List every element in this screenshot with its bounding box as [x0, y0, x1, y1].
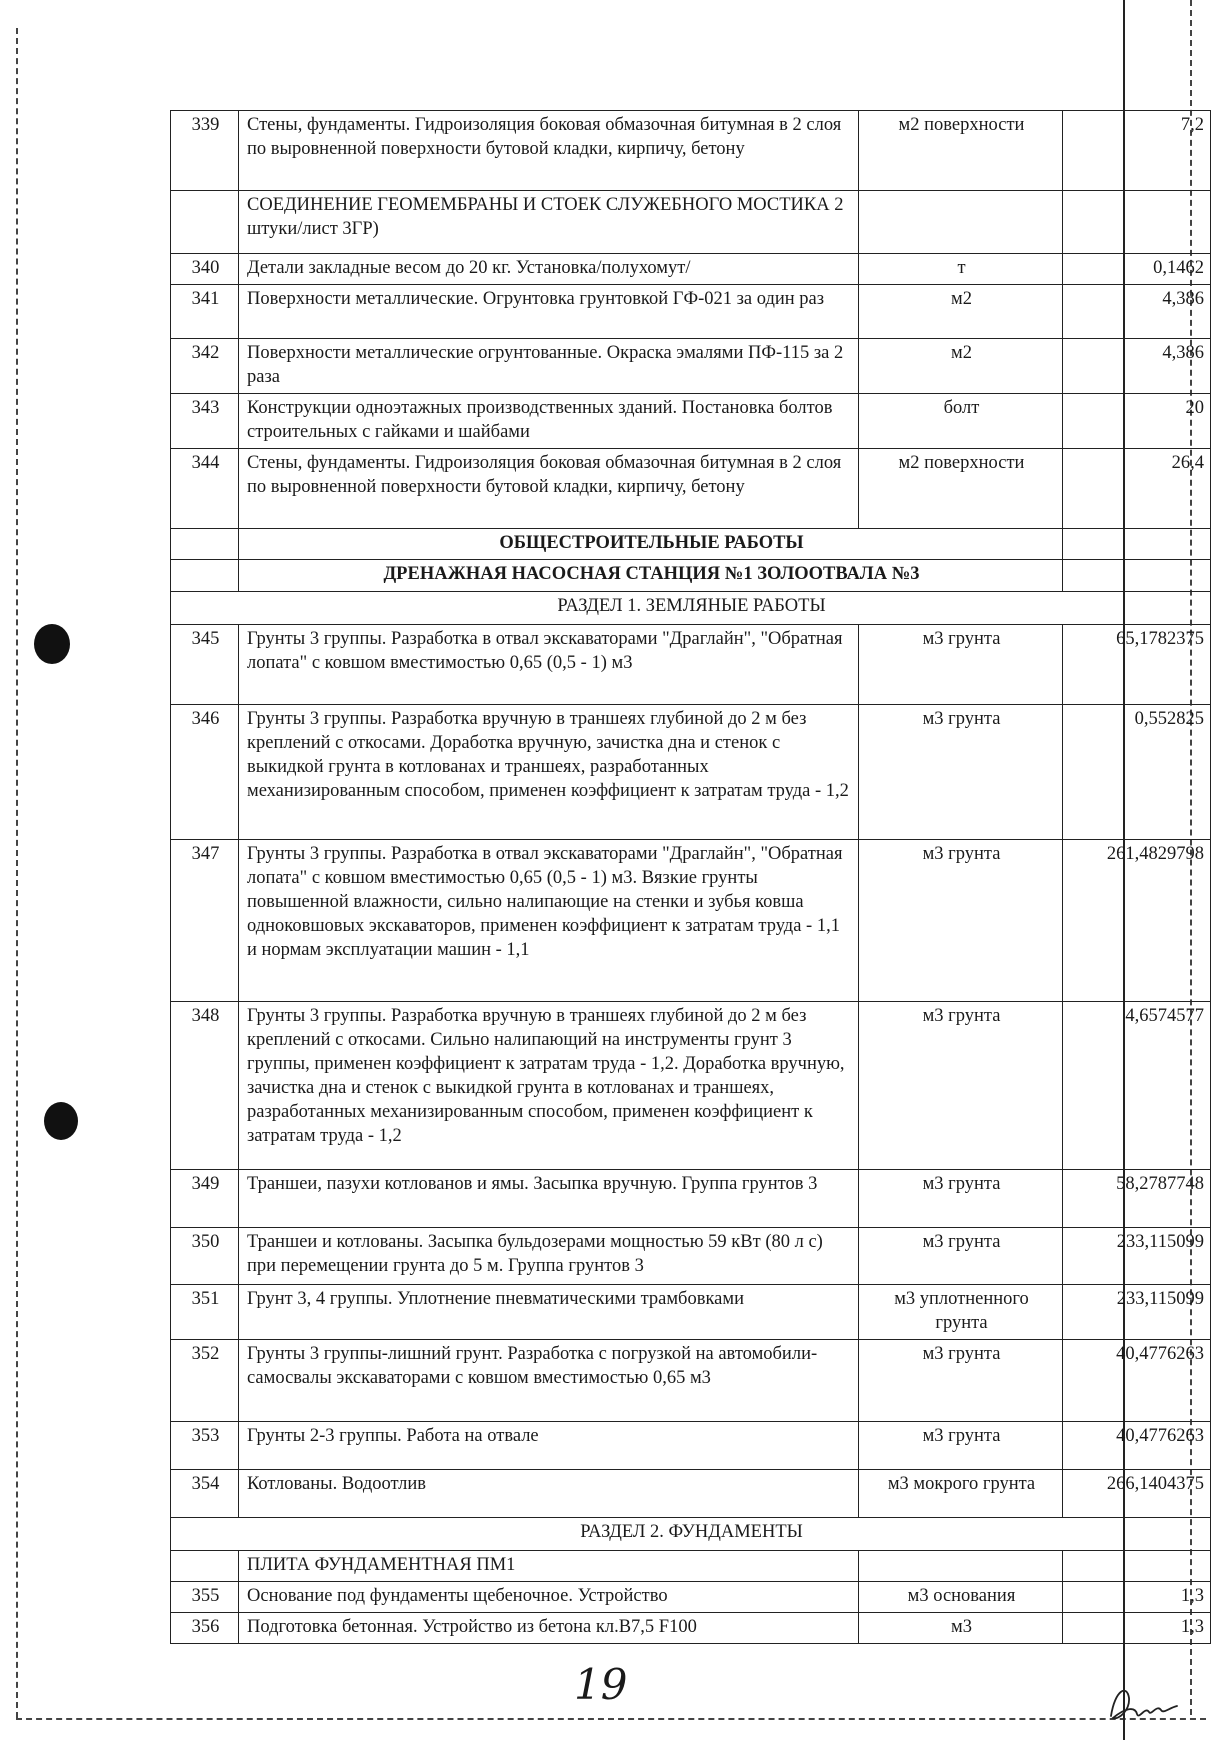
item-number: 355 — [171, 1582, 239, 1613]
item-unit: болт — [859, 394, 1063, 449]
table-row — [171, 705, 1211, 840]
table-row — [171, 625, 1211, 705]
item-quantity — [1063, 529, 1211, 560]
item-description: Траншеи и котлованы. Засыпка бульдозерами мощностью 59 кВт (80 л с) при перемещении грунта до 5 м. Группа грунтов 3 — [239, 1228, 859, 1285]
item-quantity: 261,4829798 — [1063, 840, 1211, 1002]
item-quantity: 65,1782375 — [1063, 625, 1211, 705]
item-number: 352 — [171, 1340, 239, 1422]
item-unit: м2 поверхности — [859, 111, 1063, 191]
table-row — [171, 449, 1211, 529]
item-unit — [859, 191, 1063, 254]
item-number: 353 — [171, 1422, 239, 1470]
table-row — [171, 339, 1211, 394]
item-number — [171, 1551, 239, 1582]
item-number: 350 — [171, 1228, 239, 1285]
item-number — [171, 529, 239, 560]
item-description: Грунты 3 группы. Разработка вручную в траншеях глубиной до 2 м без креплений с откосами. Сильно налипающий на инструменты грунт 3 группы, применен коэффициент к затратам труда - 1,2. Доработка вручную, зачистка дна и стенок с выкидкой грунта в котлованах и траншеях, разработанных механизированным способом, применен коэффициент к затратам труда - 1,2 — [239, 1002, 859, 1170]
item-description: Траншеи, пазухи котлованов и ямы. Засыпка вручную. Группа грунтов 3 — [239, 1170, 859, 1228]
table-row — [171, 1170, 1211, 1228]
item-unit: м2 — [859, 285, 1063, 339]
table-row — [171, 840, 1211, 1002]
item-description: Основание под фундаменты щебеночное. Устройство — [239, 1582, 859, 1613]
section-title: РАЗДЕЛ 2. ФУНДАМЕНТЫ — [171, 1518, 1211, 1551]
item-number: 351 — [171, 1285, 239, 1340]
item-quantity: 26,4 — [1063, 449, 1211, 529]
subsection-title: ПЛИТА ФУНДАМЕНТНАЯ ПМ1 — [239, 1551, 859, 1582]
item-quantity: 233,115099 — [1063, 1285, 1211, 1340]
item-number: 356 — [171, 1613, 239, 1644]
table-row — [171, 1613, 1211, 1644]
table-row — [171, 394, 1211, 449]
object-title: ДРЕНАЖНАЯ НАСОСНАЯ СТАНЦИЯ №1 ЗОЛООТВАЛА №3 — [239, 560, 1063, 592]
item-number: 354 — [171, 1470, 239, 1518]
subsection-title: СОЕДИНЕНИЕ ГЕОМЕМБРАНЫ И СТОЕК СЛУЖЕБНОГО МОСТИКА 2 штуки/лист 3ГР) — [239, 191, 859, 254]
item-description: Подготовка бетонная. Устройство из бетона кл.В7,5 F100 — [239, 1613, 859, 1644]
item-number: 339 — [171, 111, 239, 191]
item-unit — [859, 1551, 1063, 1582]
item-description: Котлованы. Водоотлив — [239, 1470, 859, 1518]
works-category-title: ОБЩЕСТРОИТЕЛЬНЫЕ РАБОТЫ — [239, 529, 1063, 560]
item-description: Грунты 2-3 группы. Работа на отвале — [239, 1422, 859, 1470]
item-description: Грунты 3 группы. Разработка вручную в траншеях глубиной до 2 м без креплений с откосами. Доработка вручную, зачистка дна и стенок с выкидкой грунта в котлованах и траншеях, разработанных механизированным способом, применен коэффициент к затратам труда - 1,2 — [239, 705, 859, 840]
item-quantity: 1,3 — [1063, 1613, 1211, 1644]
item-unit: м3 грунта — [859, 705, 1063, 840]
table-row — [171, 1340, 1211, 1422]
item-unit: м2 — [859, 339, 1063, 394]
item-number: 347 — [171, 840, 239, 1002]
item-unit: м3 уплотненного грунта — [859, 1285, 1063, 1340]
table-row — [171, 1002, 1211, 1170]
scan-frame-left — [16, 28, 18, 1718]
item-description: Конструкции одноэтажных производственных зданий. Постановка болтов строительных с гайками и шайбами — [239, 394, 859, 449]
table-row — [171, 254, 1211, 285]
item-number: 346 — [171, 705, 239, 840]
table-row — [171, 285, 1211, 339]
item-unit: м3 грунта — [859, 625, 1063, 705]
item-description: Стены, фундаменты. Гидроизоляция боковая обмазочная битумная в 2 слоя по выровненной поверхности бутовой кладки, кирпичу, бетону — [239, 449, 859, 529]
item-quantity: 266,1404375 — [1063, 1470, 1211, 1518]
item-number — [171, 191, 239, 254]
hole-punch-mark — [34, 624, 70, 664]
item-unit: м3 грунта — [859, 1170, 1063, 1228]
item-number: 345 — [171, 625, 239, 705]
item-quantity: 0,552825 — [1063, 705, 1211, 840]
item-unit: м2 поверхности — [859, 449, 1063, 529]
item-number: 348 — [171, 1002, 239, 1170]
item-number: 342 — [171, 339, 239, 394]
item-quantity — [1063, 191, 1211, 254]
item-number — [171, 560, 239, 592]
subsection-row — [171, 1551, 1211, 1582]
item-unit: м3 — [859, 1613, 1063, 1644]
item-unit: м3 грунта — [859, 1002, 1063, 1170]
item-description: Поверхности металлические. Огрунтовка грунтовкой ГФ-021 за один раз — [239, 285, 859, 339]
item-number: 340 — [171, 254, 239, 285]
item-quantity: 233,115099 — [1063, 1228, 1211, 1285]
table-row — [171, 1285, 1211, 1340]
table-row — [171, 111, 1211, 191]
item-quantity — [1063, 1551, 1211, 1582]
heading-row — [171, 529, 1211, 560]
item-description: Детали закладные весом до 20 кг. Установка/полухомут/ — [239, 254, 859, 285]
item-number: 344 — [171, 449, 239, 529]
section-row — [171, 1518, 1211, 1551]
item-quantity: 4,6574577 — [1063, 1002, 1211, 1170]
table-row — [171, 1228, 1211, 1285]
item-description: Стены, фундаменты. Гидроизоляция боковая обмазочная битумная в 2 слоя по выровненной поверхности бутовой кладки, кирпичу, бетону — [239, 111, 859, 191]
item-unit: м3 грунта — [859, 1422, 1063, 1470]
item-unit: т — [859, 254, 1063, 285]
item-number: 341 — [171, 285, 239, 339]
subsection-row — [171, 191, 1211, 254]
page-number: 19 — [574, 1660, 628, 1709]
item-description: Грунт 3, 4 группы. Уплотнение пневматическими трамбовками — [239, 1285, 859, 1340]
item-quantity: 7,2 — [1063, 111, 1211, 191]
item-number: 343 — [171, 394, 239, 449]
section-row — [171, 592, 1211, 625]
item-unit: м3 мокрого грунта — [859, 1470, 1063, 1518]
item-unit: м3 грунта — [859, 1340, 1063, 1422]
item-quantity: 4,386 — [1063, 285, 1211, 339]
item-description: Поверхности металлические огрунтованные. Окраска эмалями ПФ-115 за 2 раза — [239, 339, 859, 394]
hole-punch-mark — [44, 1102, 78, 1140]
item-number: 349 — [171, 1170, 239, 1228]
item-quantity: 40,4776263 — [1063, 1340, 1211, 1422]
item-unit: м3 грунта — [859, 840, 1063, 1002]
item-unit: м3 грунта — [859, 1228, 1063, 1285]
item-unit: м3 основания — [859, 1582, 1063, 1613]
section-title: РАЗДЕЛ 1. ЗЕМЛЯНЫЕ РАБОТЫ — [171, 592, 1211, 625]
scan-frame-bottom — [16, 1718, 1206, 1720]
item-description: Грунты 3 группы-лишний грунт. Разработка с погрузкой на автомобили-самосвалы экскаваторами с ковшом вместимостью 0,65 м3 — [239, 1340, 859, 1422]
heading-row — [171, 560, 1211, 592]
bill-of-quantities-table — [170, 110, 1211, 1644]
item-quantity: 1,3 — [1063, 1582, 1211, 1613]
item-quantity — [1063, 560, 1211, 592]
item-description: Грунты 3 группы. Разработка в отвал экскаваторами "Драглайн", "Обратная лопата" с ковшом вместимостью 0,65 (0,5 - 1) м3. Вязкие грунты повышенной влажности, сильно налипающие на стенки и зубья ковша одноковшовых экскаваторов, применен коэффициент к затратам труда - 1,1 и нормам эксплуатации машин - 1,1 — [239, 840, 859, 1002]
handwritten-signature — [1105, 1680, 1185, 1726]
item-quantity: 0,1462 — [1063, 254, 1211, 285]
item-quantity: 20 — [1063, 394, 1211, 449]
item-quantity: 40,4776263 — [1063, 1422, 1211, 1470]
table-row — [171, 1422, 1211, 1470]
table-row — [171, 1582, 1211, 1613]
table-row — [171, 1470, 1211, 1518]
item-description: Грунты 3 группы. Разработка в отвал экскаваторами "Драглайн", "Обратная лопата" с ковшом вместимостью 0,65 (0,5 - 1) м3 — [239, 625, 859, 705]
item-quantity: 4,386 — [1063, 339, 1211, 394]
item-quantity: 58,2787748 — [1063, 1170, 1211, 1228]
